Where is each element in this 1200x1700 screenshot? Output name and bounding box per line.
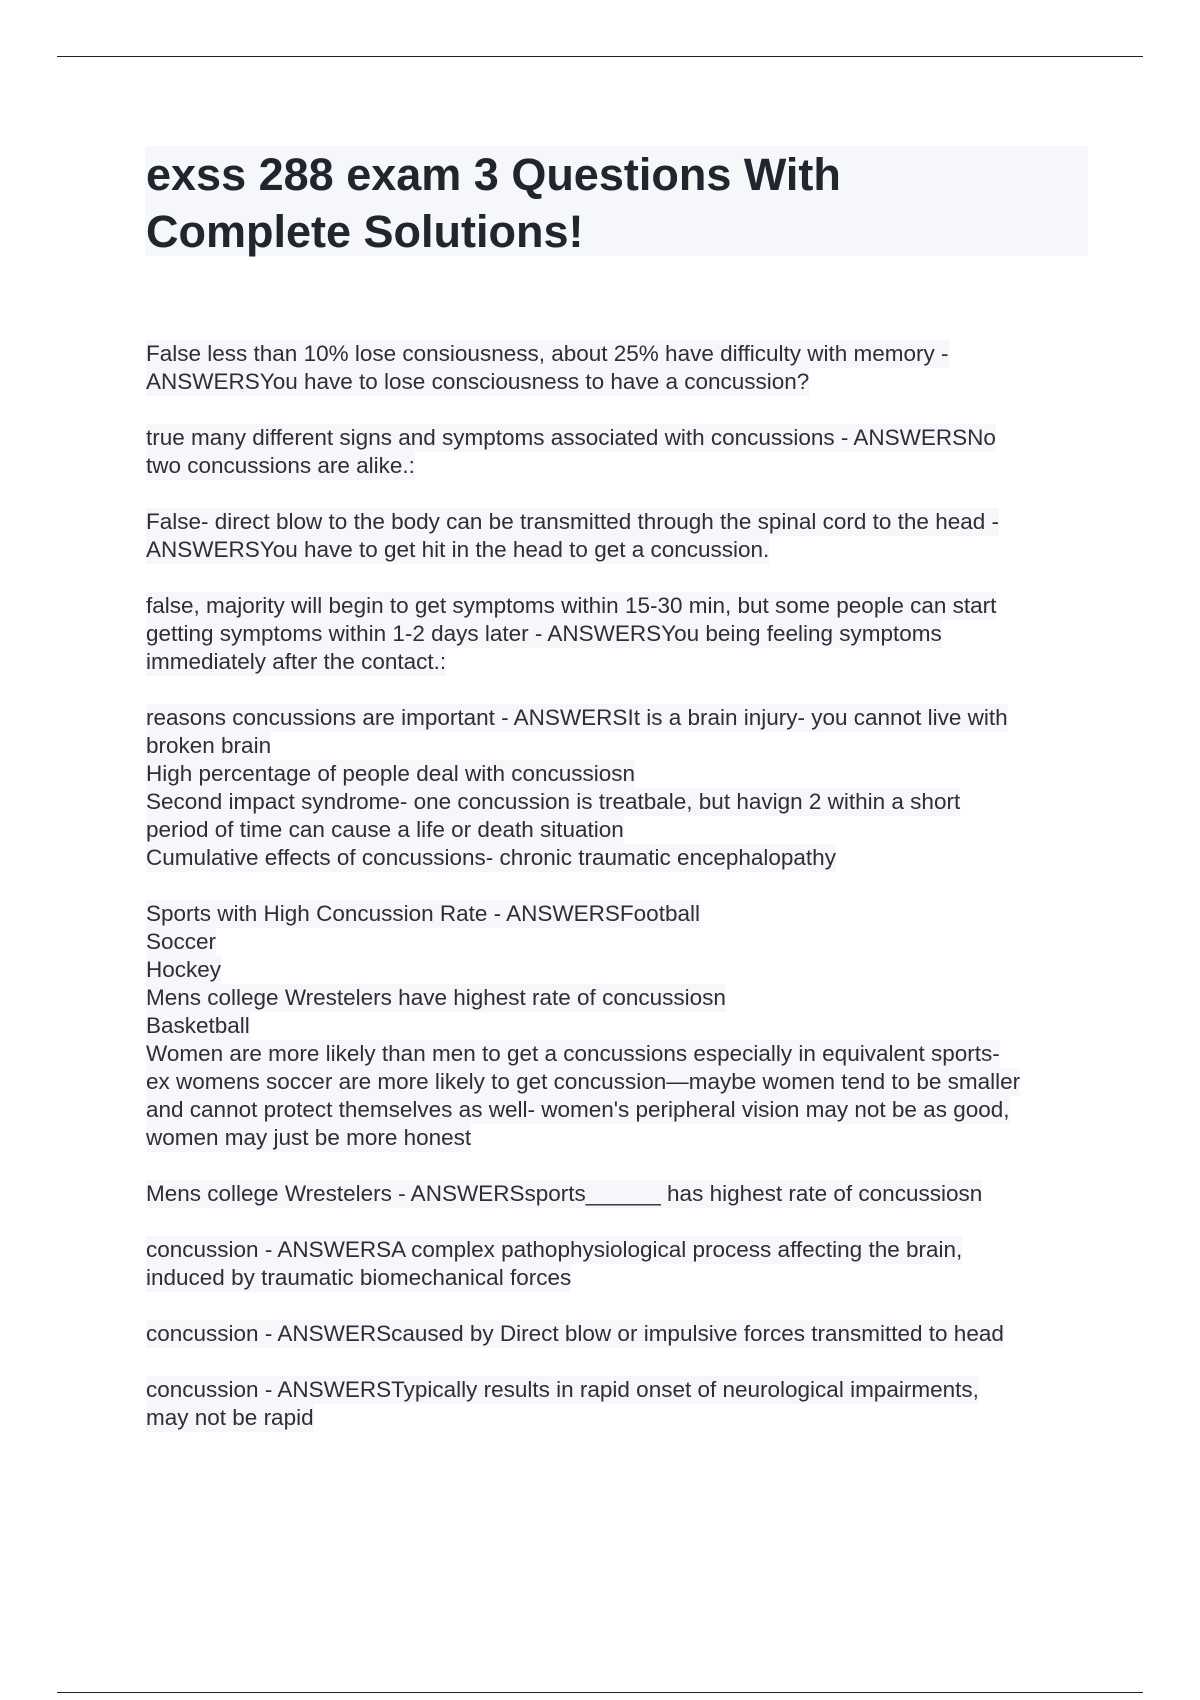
qa-entry — [146, 1180, 1096, 1208]
qa-line: concussion - ANSWERScaused by Direct blow or impulsive forces transmitted to head — [146, 1321, 1004, 1346]
qa-line: getting symptoms within 1-2 days later - ANSWERSYou being feeling symptoms — [146, 621, 942, 646]
qa-line: induced by traumatic biomechanical forces — [146, 1265, 572, 1290]
qa-line: Sports with High Concussion Rate - ANSWERSFootball — [146, 901, 700, 926]
qa-line: may not be rapid — [146, 1405, 314, 1430]
qa-line: Mens college Wrestelers have highest rate of concussiosn — [146, 985, 726, 1010]
qa-entry — [146, 424, 1096, 480]
footer-rule — [57, 1692, 1143, 1693]
qa-entry — [146, 1320, 1096, 1348]
qa-line: concussion - ANSWERSTypically results in rapid onset of neurological impairments, — [146, 1377, 979, 1402]
qa-entry — [146, 340, 1096, 396]
qa-line: Cumulative effects of concussions- chronic traumatic encephalopathy — [146, 845, 836, 870]
qa-line: immediately after the contact.: — [146, 649, 447, 674]
qa-line: ANSWERSYou have to lose consciousness to have a concussion? — [146, 369, 810, 394]
qa-line: Soccer — [146, 929, 217, 954]
qa-line: concussion - ANSWERSA complex pathophysiological process affecting the brain, — [146, 1237, 963, 1262]
qa-entry — [146, 900, 1096, 1152]
title-line: exss 288 exam 3 Questions With — [146, 149, 841, 200]
title-line: Complete Solutions! — [146, 206, 584, 257]
qa-line: period of time can cause a life or death situation — [146, 817, 624, 842]
qa-line: true many different signs and symptoms associated with concussions - ANSWERSNo — [146, 425, 996, 450]
qa-line: Hockey — [146, 957, 222, 982]
qa-line: Basketball — [146, 1013, 250, 1038]
qa-line: ex womens soccer are more likely to get concussion—maybe women tend to be smaller — [146, 1069, 1021, 1094]
qa-line: broken brain — [146, 733, 272, 758]
qa-line: False- direct blow to the body can be transmitted through the spinal cord to the head - — [146, 509, 999, 534]
qa-line: Mens college Wrestelers - ANSWERSsports______ has highest rate of concussiosn — [146, 1181, 983, 1206]
qa-line: false, majority will begin to get symptoms within 15-30 min, but some people can start — [146, 593, 997, 618]
header-rule — [57, 56, 1143, 57]
qa-entry — [146, 508, 1096, 564]
question-answer-list — [146, 340, 1096, 1460]
qa-line: reasons concussions are important - ANSWERSIt is a brain injury- you cannot live with — [146, 705, 1008, 730]
document-title — [146, 146, 1086, 260]
qa-entry — [146, 704, 1096, 872]
qa-line: High percentage of people deal with concussiosn — [146, 761, 636, 786]
qa-line: ANSWERSYou have to get hit in the head to get a concussion. — [146, 537, 770, 562]
qa-line: Women are more likely than men to get a concussions especially in equivalent sports- — [146, 1041, 1000, 1066]
qa-line: two concussions are alike.: — [146, 453, 415, 478]
qa-line: and cannot protect themselves as well- women's peripheral vision may not be as good, — [146, 1097, 1010, 1122]
qa-line: Second impact syndrome- one concussion is treatbale, but havign 2 within a short — [146, 789, 961, 814]
qa-line: False less than 10% lose consiousness, about 25% have difficulty with memory - — [146, 341, 949, 366]
qa-entry — [146, 1236, 1096, 1292]
qa-entry — [146, 592, 1096, 676]
qa-entry — [146, 1376, 1096, 1432]
qa-line: women may just be more honest — [146, 1125, 472, 1150]
